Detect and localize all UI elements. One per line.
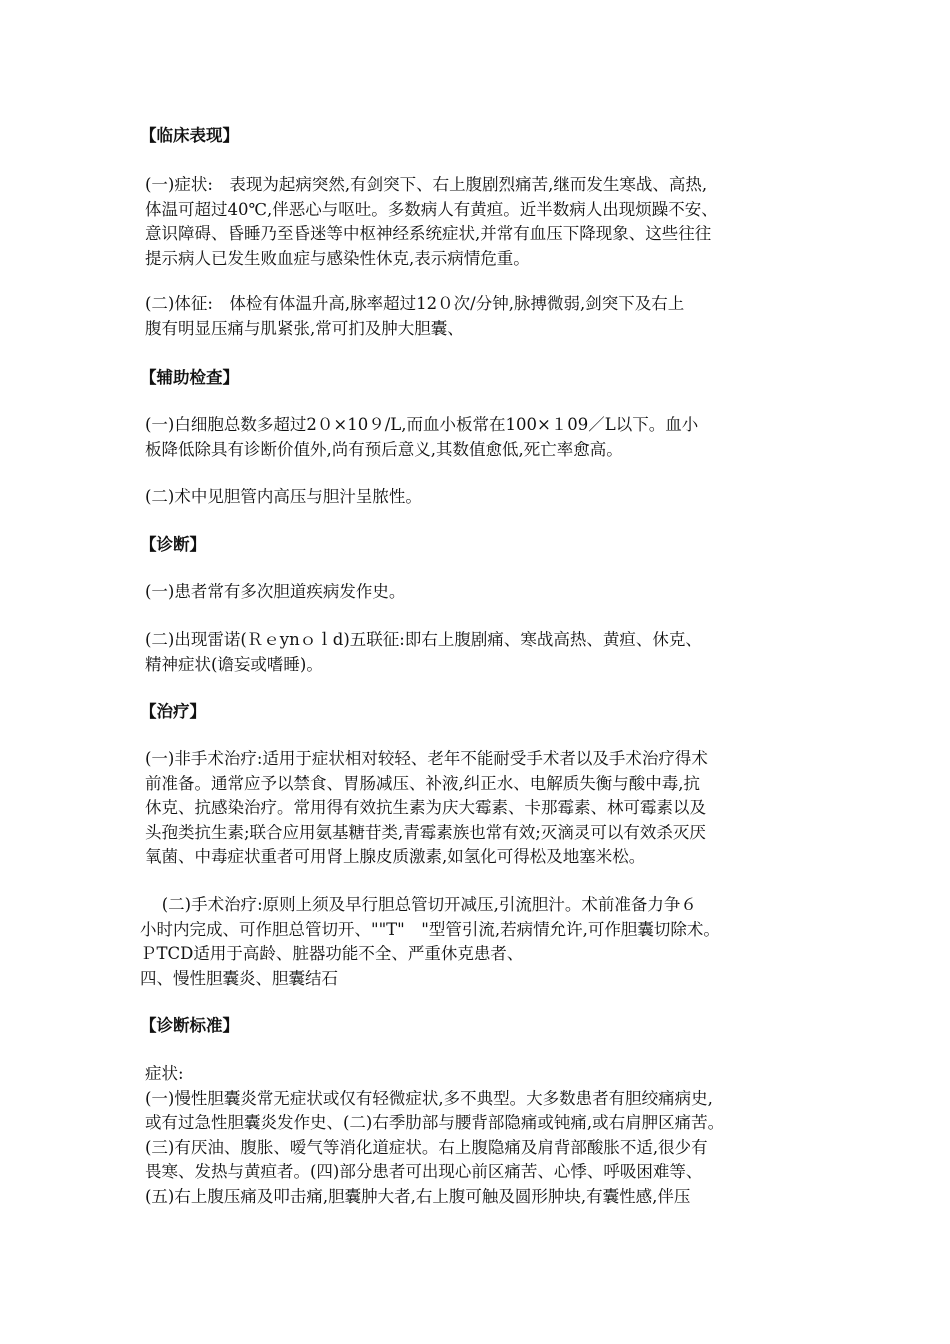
para-nonsurgical-treatment-line: 头孢类抗生素;联合应用氨基糖苷类,青霉素族也常有效;灭滴灵可以有效杀灭厌	[145, 822, 706, 842]
para-signs	[145, 292, 825, 341]
para-surgical-treatment	[140, 893, 830, 991]
para-reynold-pentad-line: (二)出现雷诺(Ｒｅynｏｌd)五联征:即右上腹剧痛、寒战高热、黄疸、休克、	[145, 630, 702, 649]
para-symptoms-line: 体温可超过40℃,伴恶心与呕吐。多数病人有黄疸。近半数病人出现烦躁不安、	[145, 199, 718, 219]
para-lab-results	[145, 413, 825, 462]
para-chronic-cholecystitis	[145, 1062, 835, 1210]
para-lab-results-line: (一)白细胞总数多超过2０×10９/L,而血小板常在100×１09／L以下。血小	[145, 415, 699, 434]
para-surgical-treatment-line: 小时内完成、可作胆总管切开、""T" "型管引流,若病情允许,可作胆囊切除术。	[140, 919, 720, 939]
para-surgery-finding-line: (二)术中见胆管内高压与胆汁呈脓性。	[145, 487, 422, 506]
para-reynold-pentad-line: 精神症状(谵妄或嗜睡)。	[145, 654, 323, 674]
para-surgical-treatment-line: 四、慢性胆囊炎、胆囊结石	[140, 968, 338, 988]
para-nonsurgical-treatment	[145, 747, 825, 870]
para-nonsurgical-treatment-line: 氧菌、中毒症状重者可用肾上腺皮质激素,如氢化可得松及地塞米松。	[145, 847, 646, 867]
para-reynold-pentad	[145, 628, 825, 677]
heading-diagnosis: 【诊断】	[140, 535, 206, 554]
para-symptoms-line: (一)症状: 表现为起病突然,有剑突下、右上腹剧烈痛苦,继而发生寒战、高热,	[145, 175, 708, 194]
para-symptoms	[145, 173, 825, 271]
heading-clinical: 【临床表现】	[140, 126, 239, 145]
para-history	[145, 580, 825, 605]
para-signs-line: (二)体征: 体检有体温升高,脉率超过12０次/分钟,脉搏微弱,剑突下及右上	[145, 294, 685, 313]
para-chronic-cholecystitis-line: (三)有厌油、腹胀、嗳气等消化道症状。右上腹隐痛及肩背部酸胀不适,很少有	[145, 1137, 708, 1157]
para-signs-line: 腹有明显压痛与肌紧张,常可扪及肿大胆囊、	[145, 318, 464, 338]
heading-auxiliary: 【辅助检查】	[140, 368, 239, 387]
para-nonsurgical-treatment-line: 前准备。通常应予以禁食、胃肠减压、补液,纠正水、电解质失衡与酸中毒,抗	[145, 773, 700, 793]
para-surgery-finding	[145, 485, 825, 510]
para-chronic-cholecystitis-line: 症状:	[145, 1064, 184, 1083]
para-lab-results-line: 板降低除具有诊断价值外,尚有预后意义,其数值愈低,死亡率愈高。	[145, 439, 623, 459]
para-chronic-cholecystitis-line: (一)慢性胆囊炎常无症状或仅有轻微症状,多不典型。大多数患者有胆绞痛病史,	[145, 1088, 713, 1108]
para-nonsurgical-treatment-line: (一)非手术治疗:适用于症状相对较轻、老年不能耐受手术者以及手术治疗得术	[145, 749, 708, 768]
heading-diagnostic-criteria: 【诊断标准】	[140, 1016, 239, 1035]
heading-treatment: 【治疗】	[140, 702, 206, 721]
para-chronic-cholecystitis-line: 畏寒、发热与黄疸者。(四)部分患者可出现心前区痛苦、心悸、呼吸困难等、	[145, 1162, 703, 1182]
para-symptoms-line: 提示病人已发生败血症与感染性休克,表示病情危重。	[145, 248, 530, 268]
para-nonsurgical-treatment-line: 休克、抗感染治疗。常用得有效抗生素为庆大霉素、卡那霉素、林可霉素以及	[145, 798, 706, 818]
para-chronic-cholecystitis-line: (五)右上腹压痛及叩击痛,胆囊肿大者,右上腹可触及圆形肿块,有囊性感,伴压	[145, 1186, 691, 1206]
para-chronic-cholecystitis-line: 或有过急性胆囊炎发作史、(二)右季肋部与腰背部隐痛或钝痛,或右肩胛区痛苦。	[145, 1113, 725, 1133]
para-symptoms-line: 意识障碍、昏睡乃至昏迷等中枢神经系统症状,并常有血压下降现象、这些往往	[145, 224, 712, 244]
para-surgical-treatment-line: ＰTCD适用于高龄、脏器功能不全、严重休克患者、	[140, 944, 524, 964]
para-history-line: (一)患者常有多次胆道疾病发作史。	[145, 582, 406, 601]
para-surgical-treatment-line: (二)手术治疗:原则上须及早行胆总管切开减压,引流胆汁。术前准备力争６	[140, 895, 697, 914]
